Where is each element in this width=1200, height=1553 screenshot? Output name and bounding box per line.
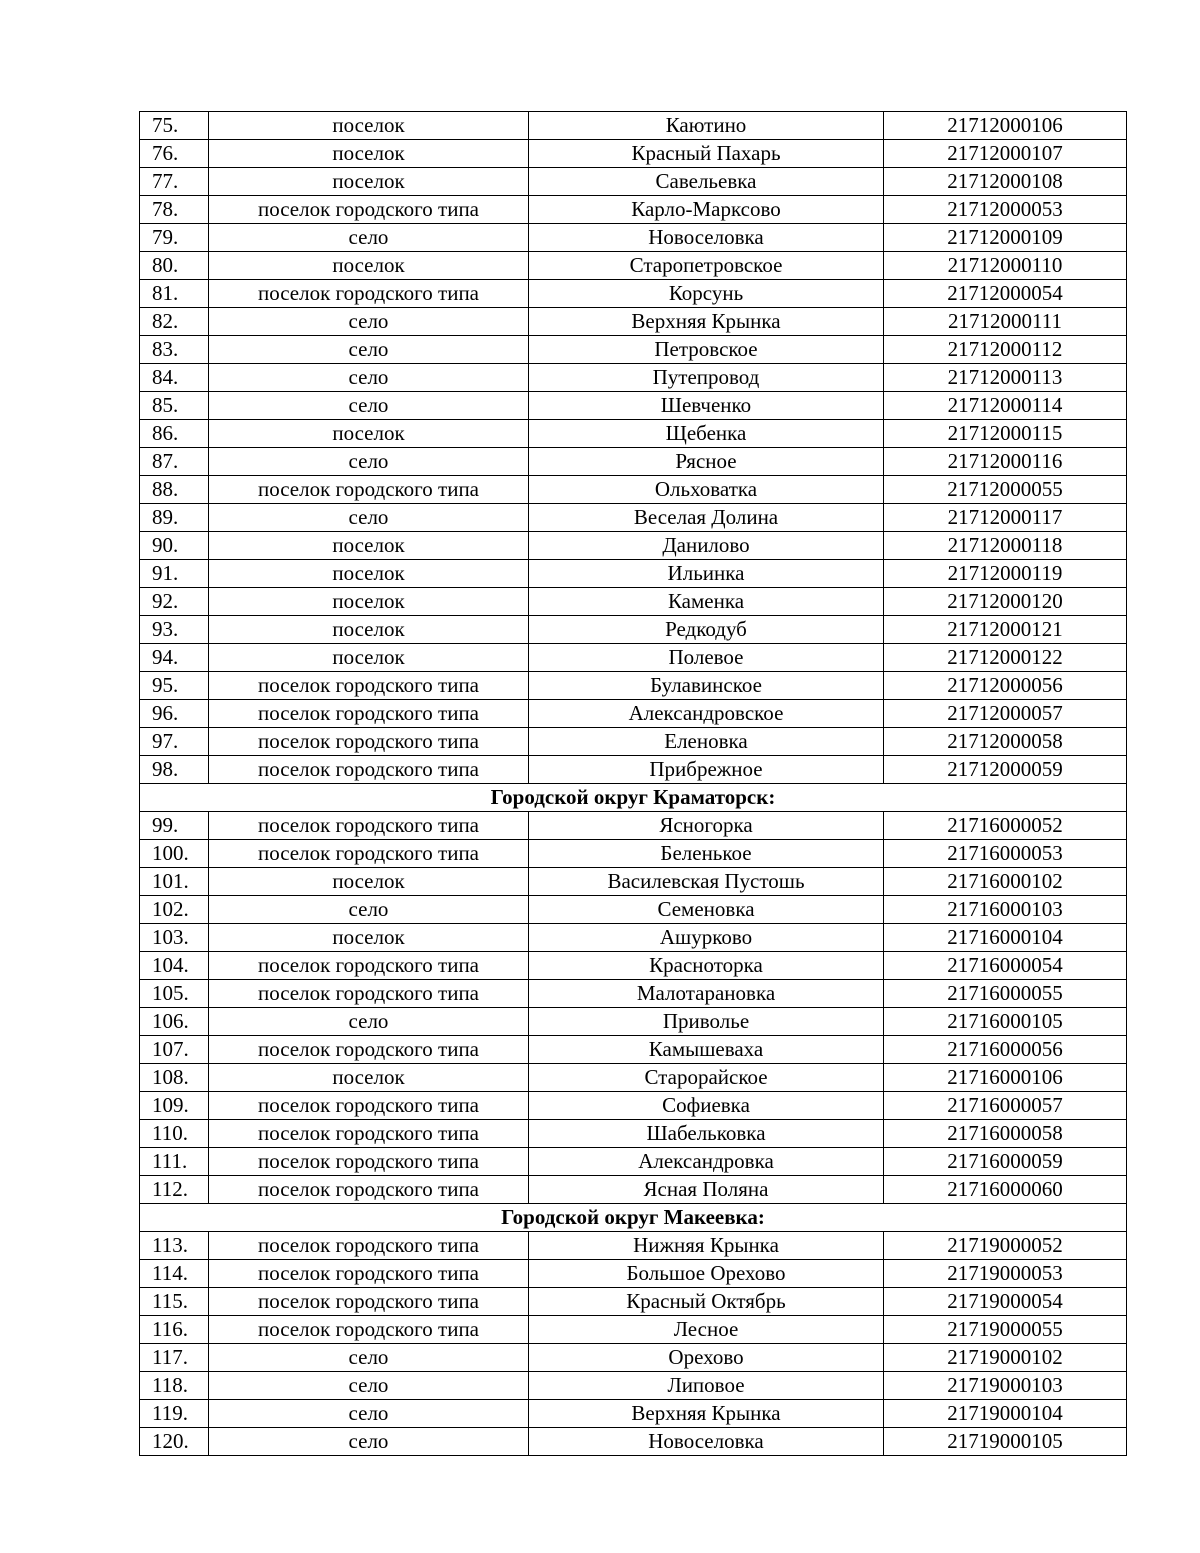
settlement-type: поселок	[209, 1064, 529, 1092]
settlement-name: Ольховатка	[529, 476, 884, 504]
table-row	[140, 504, 1127, 532]
settlement-code: 21712000122	[884, 644, 1127, 672]
settlement-code: 21712000055	[884, 476, 1127, 504]
settlement-code: 21712000106	[884, 112, 1127, 140]
settlement-type: село	[209, 448, 529, 476]
settlement-type: поселок городского типа	[209, 1232, 529, 1260]
row-number: 111.	[140, 1148, 209, 1176]
table-row	[140, 672, 1127, 700]
settlement-type: село	[209, 1008, 529, 1036]
table-row	[140, 280, 1127, 308]
row-number: 107.	[140, 1036, 209, 1064]
settlement-type: поселок городского типа	[209, 1316, 529, 1344]
settlement-code: 21712000111	[884, 308, 1127, 336]
table-row	[140, 1148, 1127, 1176]
settlement-code: 21712000108	[884, 168, 1127, 196]
settlement-code: 21716000103	[884, 896, 1127, 924]
settlement-code: 21716000059	[884, 1148, 1127, 1176]
settlement-type: поселок городского типа	[209, 476, 529, 504]
settlement-type: поселок городского типа	[209, 1036, 529, 1064]
settlement-type: поселок городского типа	[209, 980, 529, 1008]
row-number: 115.	[140, 1288, 209, 1316]
settlement-type: село	[209, 1344, 529, 1372]
table-row	[140, 700, 1127, 728]
settlement-type: село	[209, 1428, 529, 1456]
row-number: 109.	[140, 1092, 209, 1120]
table-row	[140, 1036, 1127, 1064]
settlements-table-body	[140, 112, 1127, 1456]
row-number: 84.	[140, 364, 209, 392]
table-row	[140, 1400, 1127, 1428]
settlement-type: поселок городского типа	[209, 1120, 529, 1148]
settlement-code: 21716000056	[884, 1036, 1127, 1064]
table-row	[140, 1344, 1127, 1372]
row-number: 83.	[140, 336, 209, 364]
settlement-type: поселок	[209, 140, 529, 168]
settlement-name: Верхняя Крынка	[529, 1400, 884, 1428]
settlements-table	[139, 111, 1127, 1456]
settlement-name: Редкодуб	[529, 616, 884, 644]
settlement-name: Корсунь	[529, 280, 884, 308]
settlement-code: 21712000119	[884, 560, 1127, 588]
table-row	[140, 476, 1127, 504]
settlement-name: Карло-Марксово	[529, 196, 884, 224]
settlement-name: Ашурково	[529, 924, 884, 952]
settlement-name: Малотарановка	[529, 980, 884, 1008]
settlement-name: Большое Орехово	[529, 1260, 884, 1288]
settlement-code: 21712000109	[884, 224, 1127, 252]
settlement-name: Приволье	[529, 1008, 884, 1036]
table-row	[140, 1372, 1127, 1400]
settlement-name: Нижняя Крынка	[529, 1232, 884, 1260]
section-title: Городской округ Макеевка:	[140, 1204, 1127, 1232]
settlement-type: поселок	[209, 924, 529, 952]
row-number: 104.	[140, 952, 209, 980]
settlement-name: Путепровод	[529, 364, 884, 392]
settlement-type: поселок	[209, 252, 529, 280]
settlement-code: 21712000058	[884, 728, 1127, 756]
settlement-type: поселок	[209, 420, 529, 448]
settlement-code: 21712000112	[884, 336, 1127, 364]
table-row	[140, 1260, 1127, 1288]
settlement-type: село	[209, 336, 529, 364]
settlement-type: поселок городского типа	[209, 280, 529, 308]
settlement-name: Семеновка	[529, 896, 884, 924]
settlement-name: Новоселовка	[529, 1428, 884, 1456]
row-number: 75.	[140, 112, 209, 140]
settlement-name: Еленовка	[529, 728, 884, 756]
table-row	[140, 196, 1127, 224]
row-number: 97.	[140, 728, 209, 756]
table-row	[140, 1092, 1127, 1120]
row-number: 81.	[140, 280, 209, 308]
row-number: 76.	[140, 140, 209, 168]
settlement-code: 21719000103	[884, 1372, 1127, 1400]
settlement-code: 21712000110	[884, 252, 1127, 280]
settlement-code: 21716000055	[884, 980, 1127, 1008]
table-row	[140, 588, 1127, 616]
row-number: 119.	[140, 1400, 209, 1428]
row-number: 95.	[140, 672, 209, 700]
settlement-name: Беленькое	[529, 840, 884, 868]
row-number: 91.	[140, 560, 209, 588]
row-number: 89.	[140, 504, 209, 532]
settlement-type: поселок городского типа	[209, 840, 529, 868]
table-row	[140, 728, 1127, 756]
settlement-type: поселок	[209, 644, 529, 672]
settlement-type: поселок	[209, 168, 529, 196]
settlement-type: поселок	[209, 532, 529, 560]
row-number: 106.	[140, 1008, 209, 1036]
settlement-type: село	[209, 392, 529, 420]
table-row	[140, 980, 1127, 1008]
settlement-type: поселок	[209, 588, 529, 616]
row-number: 86.	[140, 420, 209, 448]
table-row	[140, 140, 1127, 168]
settlements-table-container	[139, 111, 1126, 1456]
table-row	[140, 252, 1127, 280]
row-number: 98.	[140, 756, 209, 784]
settlement-name: Красный Октябрь	[529, 1288, 884, 1316]
settlement-name: Данилово	[529, 532, 884, 560]
settlement-type: поселок городского типа	[209, 1260, 529, 1288]
row-number: 117.	[140, 1344, 209, 1372]
settlement-name: Орехово	[529, 1344, 884, 1372]
row-number: 99.	[140, 812, 209, 840]
row-number: 118.	[140, 1372, 209, 1400]
settlement-name: Прибрежное	[529, 756, 884, 784]
table-row	[140, 1428, 1127, 1456]
settlement-code: 21712000059	[884, 756, 1127, 784]
table-row	[140, 1064, 1127, 1092]
table-row	[140, 756, 1127, 784]
table-row	[140, 224, 1127, 252]
settlement-type: село	[209, 1372, 529, 1400]
settlement-code: 21719000105	[884, 1428, 1127, 1456]
settlement-code: 21712000107	[884, 140, 1127, 168]
settlement-code: 21712000121	[884, 616, 1127, 644]
settlement-type: поселок городского типа	[209, 1288, 529, 1316]
row-number: 116.	[140, 1316, 209, 1344]
settlement-code: 21712000057	[884, 700, 1127, 728]
settlement-type: поселок	[209, 112, 529, 140]
settlement-name: Красноторка	[529, 952, 884, 980]
table-row	[140, 560, 1127, 588]
row-number: 114.	[140, 1260, 209, 1288]
settlement-code: 21712000056	[884, 672, 1127, 700]
table-row	[140, 364, 1127, 392]
settlement-code: 21712000113	[884, 364, 1127, 392]
settlement-name: Полевое	[529, 644, 884, 672]
settlement-type: поселок городского типа	[209, 756, 529, 784]
settlement-type: поселок городского типа	[209, 1092, 529, 1120]
table-row	[140, 448, 1127, 476]
settlement-code: 21712000115	[884, 420, 1127, 448]
settlement-name: Савельевка	[529, 168, 884, 196]
settlement-type: село	[209, 896, 529, 924]
settlement-code: 21712000117	[884, 504, 1127, 532]
table-row	[140, 1120, 1127, 1148]
settlement-name: Василевская Пустошь	[529, 868, 884, 896]
settlement-name: Веселая Долина	[529, 504, 884, 532]
settlement-name: Булавинское	[529, 672, 884, 700]
settlement-code: 21716000102	[884, 868, 1127, 896]
settlement-type: поселок городского типа	[209, 700, 529, 728]
settlement-type: село	[209, 1400, 529, 1428]
settlement-code: 21716000054	[884, 952, 1127, 980]
row-number: 93.	[140, 616, 209, 644]
table-row	[140, 336, 1127, 364]
settlement-name: Александровка	[529, 1148, 884, 1176]
settlement-code: 21719000055	[884, 1316, 1127, 1344]
settlement-name: Каменка	[529, 588, 884, 616]
settlement-type: село	[209, 364, 529, 392]
settlement-code: 21716000053	[884, 840, 1127, 868]
section-header-row	[140, 1204, 1127, 1232]
settlement-name: Щебенка	[529, 420, 884, 448]
settlement-code: 21716000106	[884, 1064, 1127, 1092]
row-number: 94.	[140, 644, 209, 672]
section-header-row	[140, 784, 1127, 812]
settlement-type: село	[209, 308, 529, 336]
row-number: 92.	[140, 588, 209, 616]
settlement-code: 21712000114	[884, 392, 1127, 420]
settlement-code: 21712000120	[884, 588, 1127, 616]
settlement-name: Старорайское	[529, 1064, 884, 1092]
row-number: 113.	[140, 1232, 209, 1260]
table-row	[140, 616, 1127, 644]
row-number: 101.	[140, 868, 209, 896]
table-row	[140, 1288, 1127, 1316]
row-number: 80.	[140, 252, 209, 280]
section-title: Городской округ Краматорск:	[140, 784, 1127, 812]
settlement-name: Шабельковка	[529, 1120, 884, 1148]
settlement-code: 21719000104	[884, 1400, 1127, 1428]
row-number: 102.	[140, 896, 209, 924]
settlement-name: Лесное	[529, 1316, 884, 1344]
settlement-type: поселок городского типа	[209, 1176, 529, 1204]
settlement-name: Камышеваха	[529, 1036, 884, 1064]
settlement-name: Шевченко	[529, 392, 884, 420]
settlement-type: поселок	[209, 616, 529, 644]
settlement-name: Верхняя Крынка	[529, 308, 884, 336]
settlement-type: поселок городского типа	[209, 1148, 529, 1176]
row-number: 78.	[140, 196, 209, 224]
row-number: 120.	[140, 1428, 209, 1456]
row-number: 108.	[140, 1064, 209, 1092]
settlement-type: поселок городского типа	[209, 196, 529, 224]
table-row	[140, 308, 1127, 336]
settlement-type: поселок	[209, 868, 529, 896]
settlement-name: Старопетровское	[529, 252, 884, 280]
settlement-name: Ясногорка	[529, 812, 884, 840]
table-row	[140, 1316, 1127, 1344]
settlement-code: 21712000118	[884, 532, 1127, 560]
table-row	[140, 392, 1127, 420]
table-row	[140, 1232, 1127, 1260]
settlement-name: Ильинка	[529, 560, 884, 588]
table-row	[140, 840, 1127, 868]
settlement-name: Александровское	[529, 700, 884, 728]
settlement-type: село	[209, 504, 529, 532]
table-row	[140, 112, 1127, 140]
settlement-code: 21719000052	[884, 1232, 1127, 1260]
settlement-code: 21712000054	[884, 280, 1127, 308]
row-number: 77.	[140, 168, 209, 196]
table-row	[140, 924, 1127, 952]
row-number: 110.	[140, 1120, 209, 1148]
row-number: 79.	[140, 224, 209, 252]
row-number: 87.	[140, 448, 209, 476]
settlement-code: 21716000105	[884, 1008, 1127, 1036]
table-row	[140, 896, 1127, 924]
settlement-code: 21719000102	[884, 1344, 1127, 1372]
settlement-code: 21716000057	[884, 1092, 1127, 1120]
settlement-code: 21716000058	[884, 1120, 1127, 1148]
row-number: 96.	[140, 700, 209, 728]
settlement-code: 21719000054	[884, 1288, 1127, 1316]
row-number: 82.	[140, 308, 209, 336]
row-number: 100.	[140, 840, 209, 868]
table-row	[140, 952, 1127, 980]
table-row	[140, 1176, 1127, 1204]
table-row	[140, 168, 1127, 196]
settlement-name: Петровское	[529, 336, 884, 364]
row-number: 112.	[140, 1176, 209, 1204]
settlement-name: Ясная Поляна	[529, 1176, 884, 1204]
settlement-name: Каютино	[529, 112, 884, 140]
row-number: 88.	[140, 476, 209, 504]
settlement-type: село	[209, 224, 529, 252]
settlement-type: поселок	[209, 560, 529, 588]
table-row	[140, 1008, 1127, 1036]
row-number: 103.	[140, 924, 209, 952]
settlement-type: поселок городского типа	[209, 952, 529, 980]
settlement-code: 21719000053	[884, 1260, 1127, 1288]
settlement-code: 21716000104	[884, 924, 1127, 952]
settlement-code: 21712000116	[884, 448, 1127, 476]
row-number: 105.	[140, 980, 209, 1008]
settlement-code: 21716000060	[884, 1176, 1127, 1204]
settlement-type: поселок городского типа	[209, 812, 529, 840]
settlement-name: Софиевка	[529, 1092, 884, 1120]
table-row	[140, 420, 1127, 448]
row-number: 90.	[140, 532, 209, 560]
settlement-code: 21716000052	[884, 812, 1127, 840]
table-row	[140, 532, 1127, 560]
row-number: 85.	[140, 392, 209, 420]
settlement-code: 21712000053	[884, 196, 1127, 224]
settlement-name: Липовое	[529, 1372, 884, 1400]
table-row	[140, 644, 1127, 672]
table-row	[140, 812, 1127, 840]
table-row	[140, 868, 1127, 896]
settlement-name: Новоселовка	[529, 224, 884, 252]
settlement-name: Рясное	[529, 448, 884, 476]
settlement-name: Красный Пахарь	[529, 140, 884, 168]
settlement-type: поселок городского типа	[209, 728, 529, 756]
settlement-type: поселок городского типа	[209, 672, 529, 700]
